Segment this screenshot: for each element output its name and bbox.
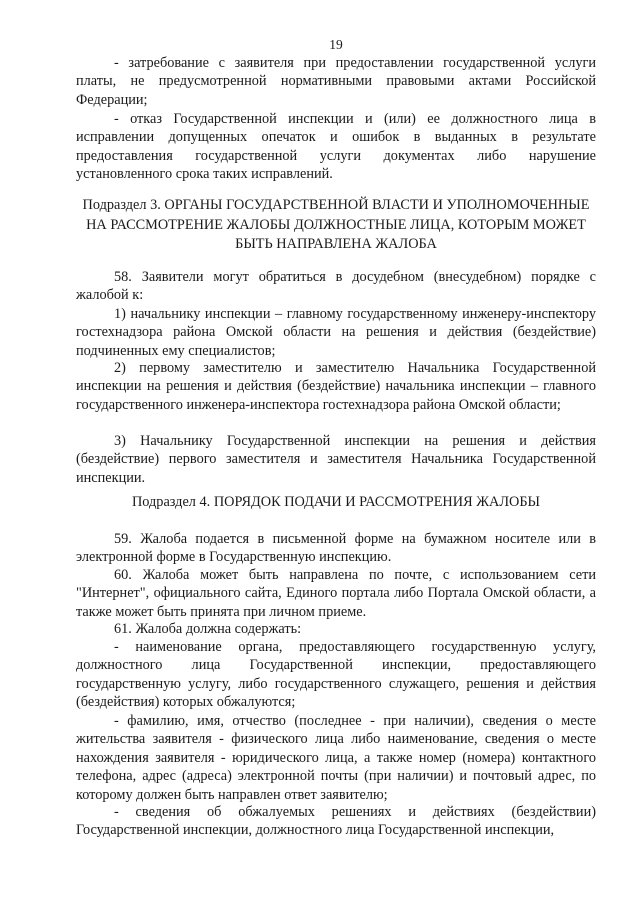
paragraph-58-item-3: 3) Начальнику Государственной инспекции на решения и действия (бездействие) первого заместителя и заместителя Начальника Государственной инспекции.: [76, 433, 596, 486]
paragraph-58-item-1: 1) начальнику инспекции – главному государственному инженеру-инспектору гостехнадзора района Омской области на решения и действия (бездействие) подчиненных ему специалистов;: [76, 306, 596, 359]
paragraph-61-item-3: - сведения об обжалуемых решениях и действиях (бездействии) Государственной инспекции, должностного лица Государственной инспекции,: [76, 804, 596, 839]
paragraph-61-item-1: - наименование органа, предоставляющего государственную услугу, должностного лица Государственной инспекции, предоставляющего государственную услугу, либо государственного служащего, решения и действия (бездействия) которых обжалуются;: [76, 639, 596, 711]
paragraph-refusal-correction: - отказ Государственной инспекции и (или) ее должностного лица в исправлении допущенных опечаток и ошибок в выданных в результате предоставления государственной услуги документах либо нарушение установленного срока таких исправлений.: [76, 111, 596, 183]
paragraph-61: 61. Жалоба должна содержать:: [114, 621, 302, 637]
page-number: 19: [329, 37, 343, 52]
paragraph-fee-demand: - затребование с заявителя при предоставлении государственной услуги платы, не предусмотренной нормативными правовыми актами Российской Федерации;: [76, 55, 596, 108]
paragraph-61-item-2: - фамилию, имя, отчество (последнее - при наличии), сведения о месте жительства заявителя - физического лица либо наименование, сведения о месте нахождения заявителя - юридического лица, а также номер (номера) контактного телефона, адрес (адреса) электронной почты (при наличии) и почтовый адрес, по которому должен быть направлен ответ заявителю;: [76, 713, 596, 803]
subsection-4-heading: Подраздел 4. ПОРЯДОК ПОДАЧИ И РАССМОТРЕНИЯ ЖАЛОБЫ: [131, 494, 541, 510]
paragraph-60: 60. Жалоба может быть направлена по почте, с использованием сети "Интернет", официального сайта, Единого портала либо Портала Омской области, а также может быть принята при личном приеме.: [76, 567, 596, 620]
paragraph-58-item-2: 2) первому заместителю и заместителю Начальника Государственной инспекции на решения и действия (бездействие) начальника инспекции – главного государственного инженера-инспектора гостехнадзора района Омской области;: [76, 360, 596, 413]
subsection-3-heading: Подраздел 3. ОРГАНЫ ГОСУДАРСТВЕННОЙ ВЛАСТИ И УПОЛНОМОЧЕННЫЕ НА РАССМОТРЕНИЕ ЖАЛОБЫ ДОЛЖНОСТНЫЕ ЛИЦА, КОТОРЫМ МОЖЕТ БЫТЬ НАПРАВЛЕНА ЖАЛОБА: [82, 197, 590, 252]
paragraph-58: 58. Заявители могут обратиться в досудебном (внесудебном) порядке с жалобой к:: [76, 269, 596, 304]
paragraph-59: 59. Жалоба подается в письменной форме на бумажном носителе или в электронной форме в Государственную инспекцию.: [76, 531, 596, 566]
